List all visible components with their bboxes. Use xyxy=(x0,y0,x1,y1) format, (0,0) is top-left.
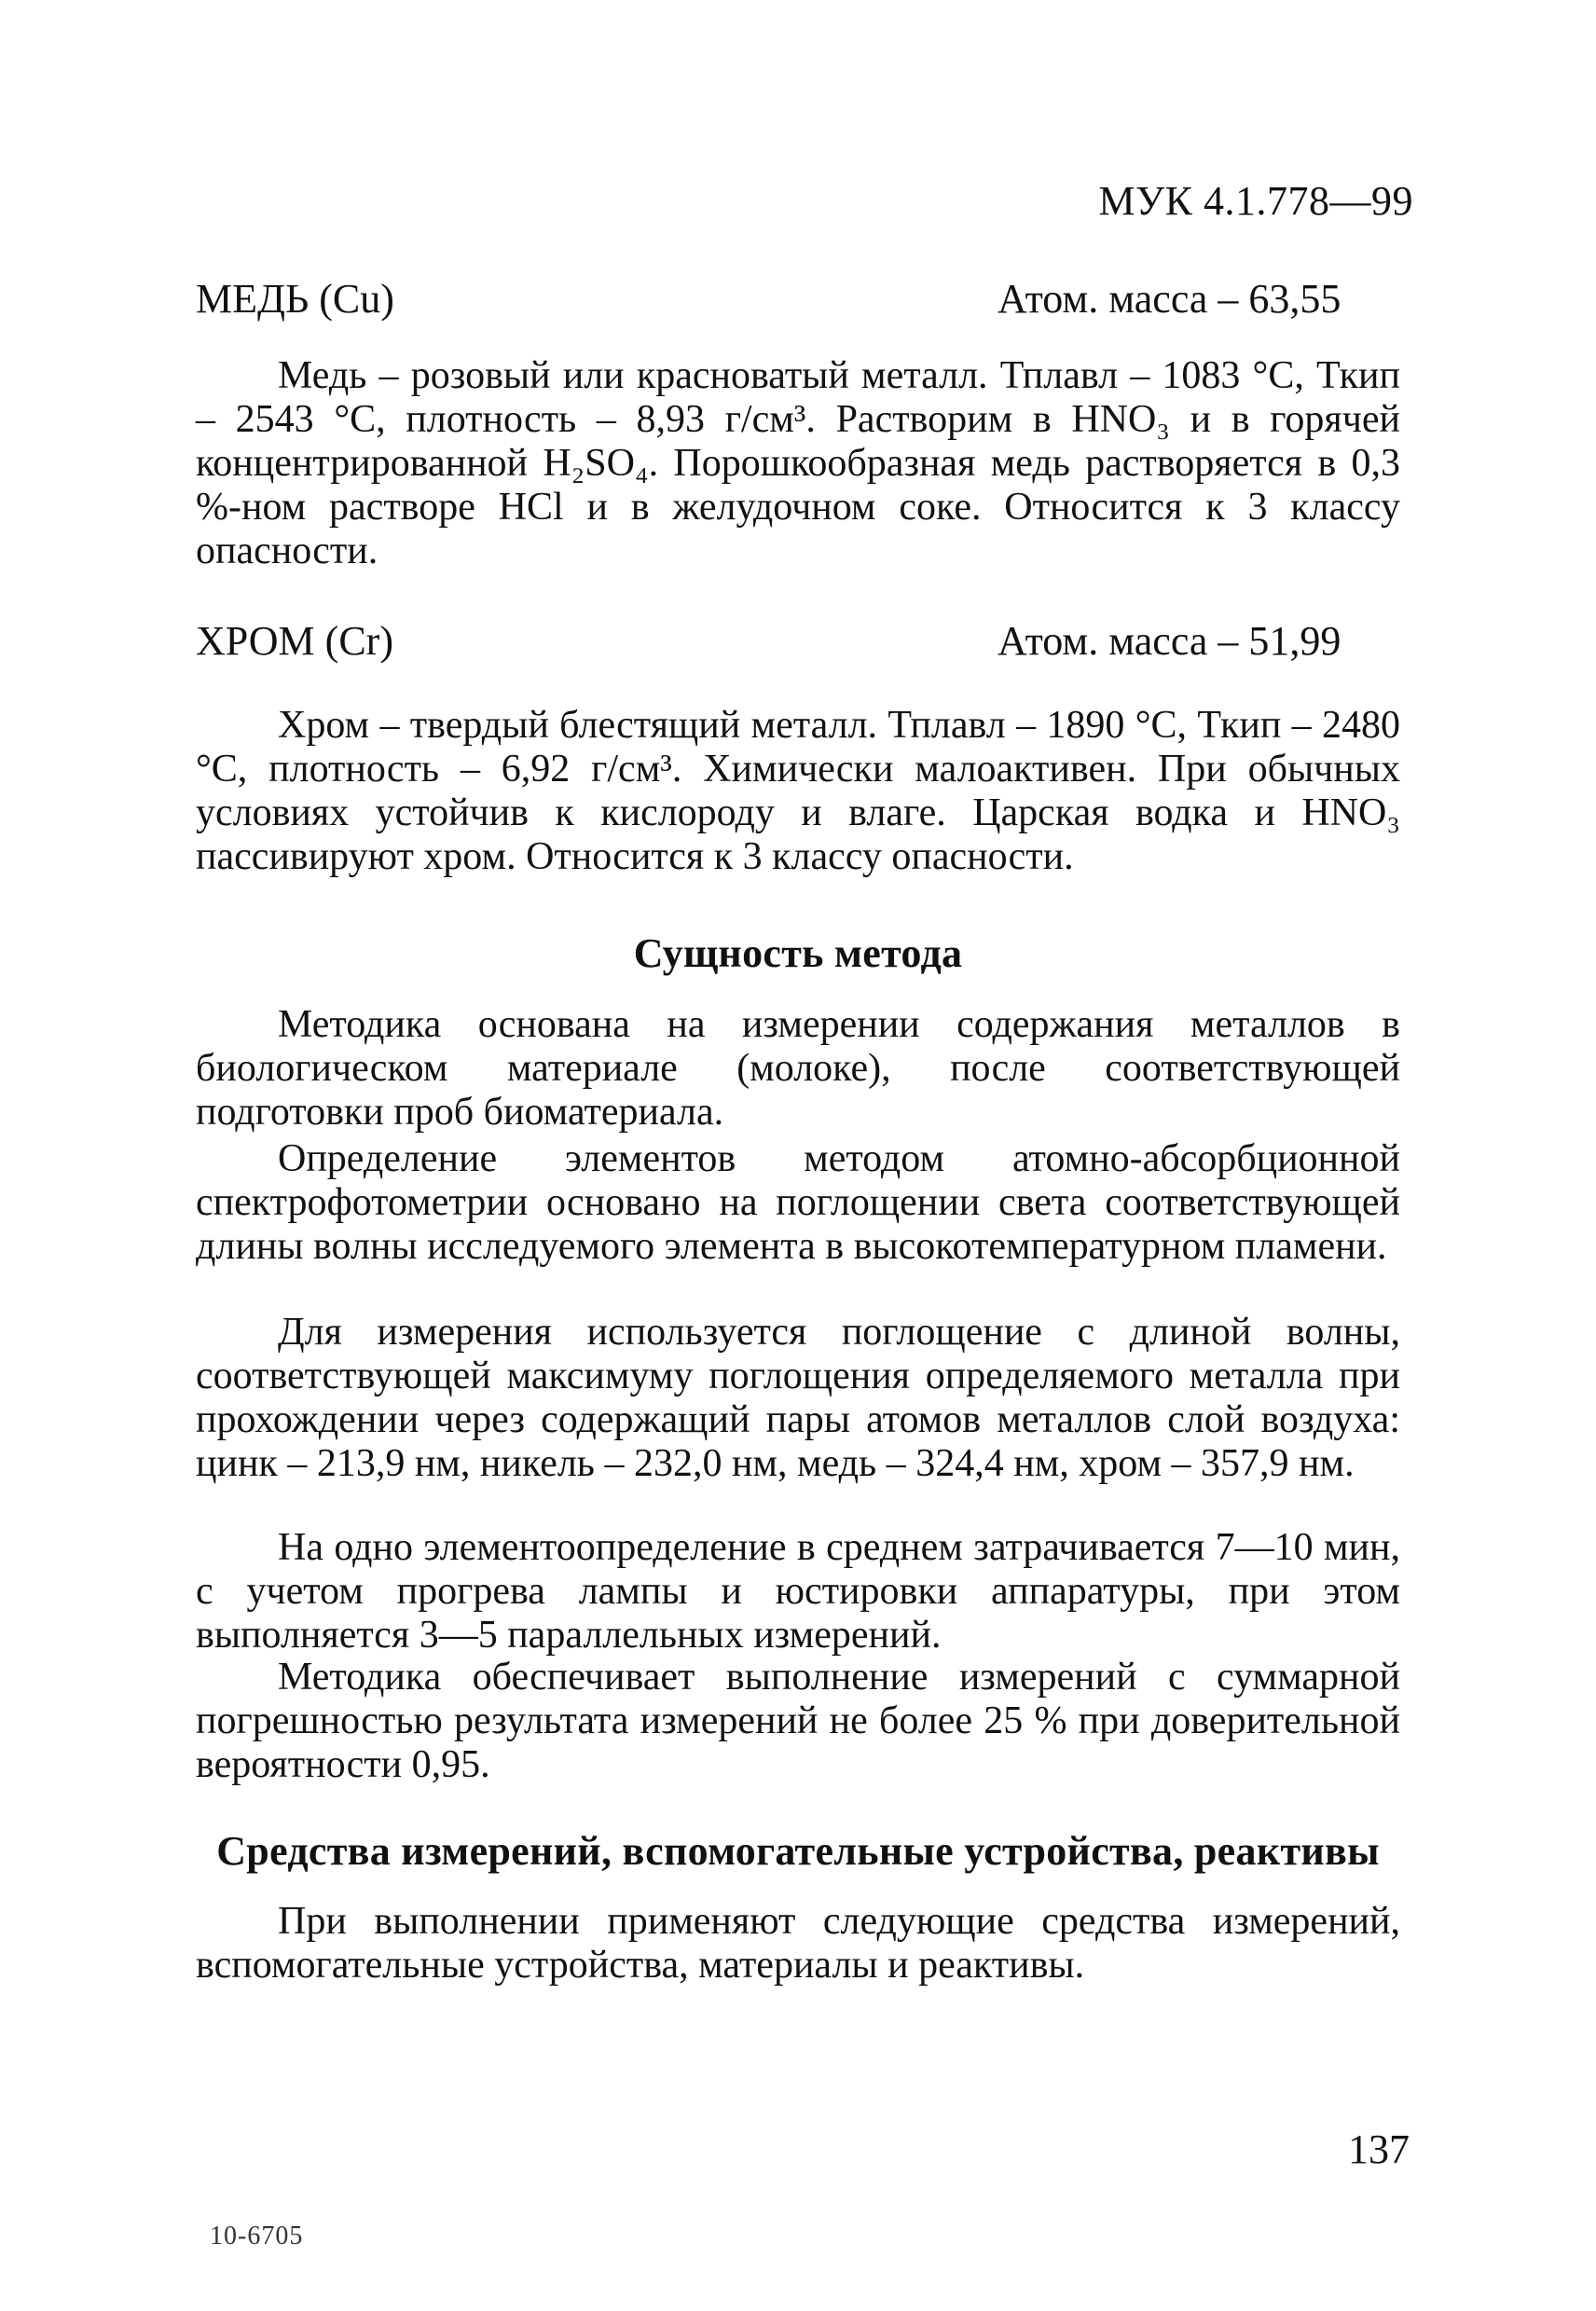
method-paragraph-1: Методика основана на измерении содержания металлов в биологическом материале (молоке), после соответствующей подготовки проб биоматериала. xyxy=(196,1003,1400,1134)
method-paragraph-5: Методика обеспечивает выполнение измерений с суммарной погрешностью результата измерений не более 25 % при доверительной вероятности 0,95. xyxy=(196,1656,1400,1786)
document-code: МУК 4.1.778—99 xyxy=(1098,178,1413,224)
method-paragraph-3: Для измерения используется поглощение с длиной волны, соответствующей максимуму поглощения определяемого металла при прохождении через содержащий пары атомов металлов слой воздуха: цинк – 213,9 нм, никель – 232,0 нм, медь – 324,4 нм, хром – 357,9 нм. xyxy=(196,1311,1400,1485)
instruments-paragraph: При выполнении применяют следующие средства измерений, вспомогательные устройства, материалы и реактивы. xyxy=(196,1900,1400,1987)
print-code: 10-6705 xyxy=(210,2222,304,2250)
method-section-title: Сущность метода xyxy=(633,930,963,976)
instruments-section-title: Средства измерений, вспомогательные устройства, реактивы xyxy=(216,1828,1380,1874)
copper-atomic-mass: Атом. масса – 63,55 xyxy=(998,276,1341,322)
copper-description: Медь – розовый или красноватый металл. Тплавл – 1083 °С, Ткип – 2543 °С, плотность – 8,93 г/см³. Растворим в HNO₃ и в горячей концентрированной H₂SO₄. Порошкообразная медь растворяется в 0,3 %-ном растворе HCl и в желудочном соке. Относится к 3 классу опасности. xyxy=(196,354,1400,572)
chromium-atomic-mass: Атом. масса – 51,99 xyxy=(998,618,1341,664)
method-paragraph-2: Определение элементов методом атомно-абсорбционной спектрофотометрии основано на поглощении света соответствующей длины волны исследуемого элемента в высокотемпературном пламени. xyxy=(196,1137,1400,1268)
chromium-description: Хром – твердый блестящий металл. Тплавл – 1890 °С, Ткип – 2480 °С, плотность – 6,92 г/см³. Химически малоактивен. При обычных условиях устойчив к кислороду и влаге. Царская водка и HNO₃ пассивируют хром. Относится к 3 классу опасности. xyxy=(196,704,1400,878)
method-paragraph-4: На одно элементоопределение в среднем затрачивается 7—10 мин, с учетом прогрева лампы и юстировки аппаратуры, при этом выполняется 3—5 параллельных измерений. xyxy=(196,1526,1400,1657)
page-number: 137 xyxy=(1348,2126,1410,2172)
copper-name: МЕДЬ (Cu) xyxy=(196,276,394,322)
chromium-name: ХРОМ (Cr) xyxy=(196,618,393,664)
